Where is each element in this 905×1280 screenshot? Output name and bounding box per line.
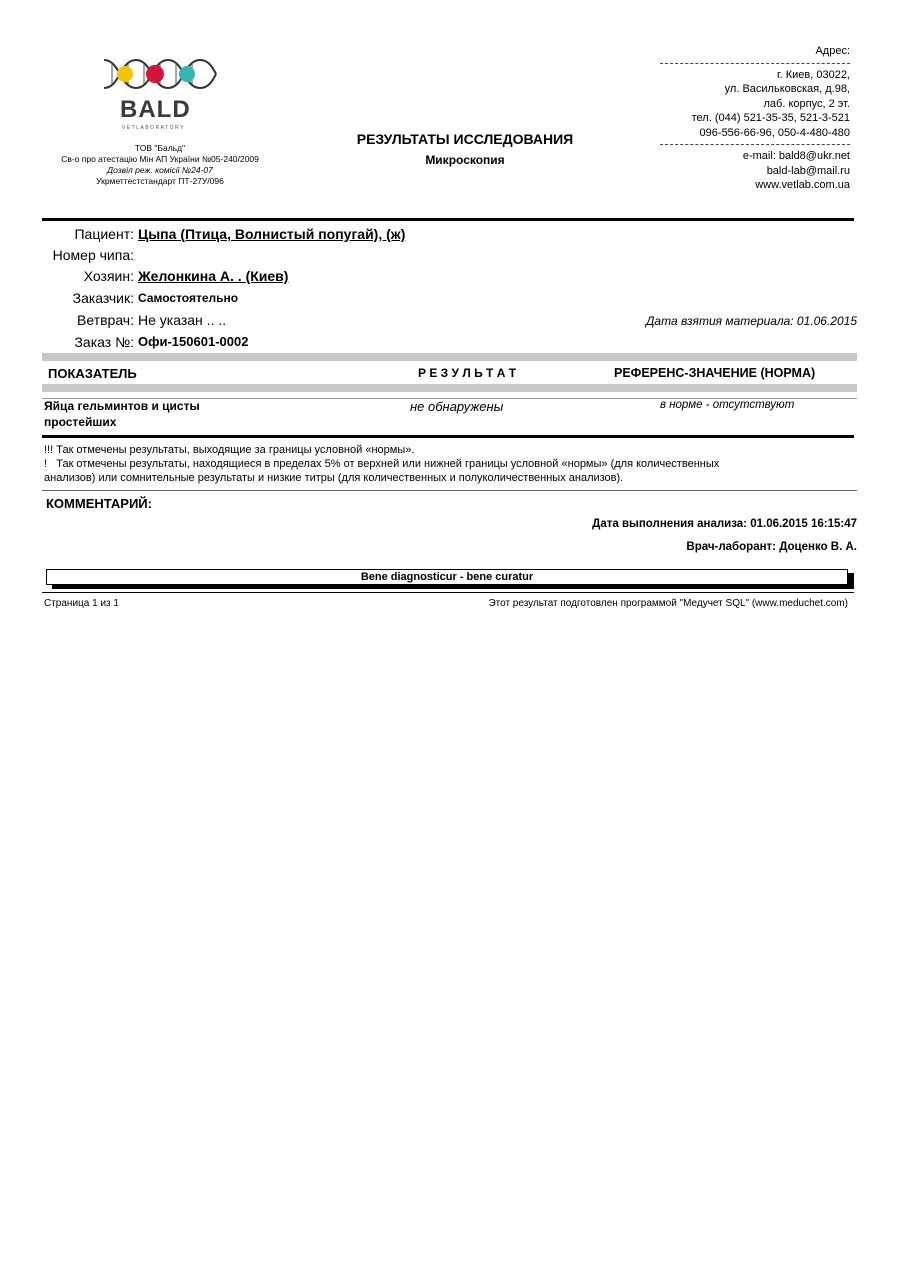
company-line: Укрметтестстандарт ПТ-27У/096 [96,176,224,186]
header-divider [42,218,854,221]
vet-label: Ветврач: [77,312,134,328]
order-value: Офи-150601-0002 [138,334,249,349]
address-line: ул. Васильковская, д.98, [724,83,850,95]
column-header-reference: РЕФЕРЕНС-ЗНАЧЕНИЕ (НОРМА) [614,366,816,380]
logo-subtitle: VETLABORATORY [122,125,185,131]
report-title: РЕЗУЛЬТАТЫ ИССЛЕДОВАНИЯ [356,131,574,147]
report-subtitle: Микроскопия [425,153,505,167]
address-line: г. Киев, 03022, [776,68,850,81]
row-indicator-line1: Яйца гельминтов и цисты [44,399,200,413]
column-header-result: Р Е З У Л Ь Т А Т [418,366,517,380]
table-row [44,399,834,435]
customer-value: Самостоятельно [138,291,239,305]
bald-logo [100,52,220,131]
column-header-indicator: ПОКАЗАТЕЛЬ [48,366,137,381]
dashed-divider [660,144,850,145]
website-link[interactable]: www.vetlab.com.ua [755,179,850,191]
address-line: тел. (044) 521-35-35, 521-3-521 [691,112,850,124]
vet-value: Не указан .. .. [138,312,227,328]
legend-notes [44,443,834,485]
footer-divider [42,592,854,593]
comment-label: КОММЕНТАРИЙ: [46,496,152,511]
note-line: анализов) или сомнительные результаты и низкие титры (для количественных и полуколичественных анализов). [44,472,624,484]
motto-banner: Bene diagnosticur - bene curatur [46,569,848,585]
email-link[interactable]: e-mail: bald8@ukr.net [742,150,850,162]
program-credit: Этот результат подготовлен программой "Медучет SQL" (www.meduchet.com) [488,598,848,609]
row-reference: в норме - отсутствуют [660,399,795,411]
lab-doctor: Врач-лаборант: Доценко В. А. [686,541,857,553]
note-line: ! Так отмечены результаты, находящиеся в пределах 5% от верхней или нижней границы условной «нормы» (для количественных [44,458,720,470]
company-line: Св-о про атестацію Мін АП України №05-240/2009 [61,154,259,164]
note-line: !!! Так отмечены результаты, выходящие за границы условной «нормы». [44,444,415,456]
chip-label: Номер чипа: [52,247,134,263]
address-line: лаб. корпус, 2 эт. [763,97,850,110]
order-label: Заказ №: [74,334,134,350]
company-line: Дозвіл реж. комісії №24-07 [107,165,213,175]
address-line: 096-556-66-96, 050-4-480-480 [699,126,850,139]
owner-value: Желонкина А. . (Киев) [138,268,289,284]
address-block [660,44,850,193]
dna-helix-icon [100,52,220,96]
patient-value: Цыпа (Птица, Волнистый попугай), (ж) [138,226,406,242]
email-link[interactable]: bald-lab@mail.ru [766,164,850,177]
owner-label: Хозяин: [83,268,134,284]
patient-label: Пациент: [74,226,134,242]
notes-divider [42,490,857,491]
address-label: Адрес: [815,45,850,57]
row-result: не обнаружены [410,399,504,414]
company-line: ТОВ "Бальд" [134,143,186,153]
table-header-bar-bottom [42,384,857,392]
company-info [30,143,290,187]
logo-name: BALD [120,96,191,123]
table-bottom-divider [42,435,854,438]
table-header-bar-top [42,353,857,361]
analysis-date: Дата выполнения анализа: 01.06.2015 16:15:47 [592,518,857,530]
row-indicator-line2: простейших [44,415,117,429]
sample-date: Дата взятия материала: 01.06.2015 [645,314,857,328]
page-number: Страница 1 из 1 [44,598,119,609]
dashed-divider [660,63,850,64]
customer-label: Заказчик: [72,290,134,306]
